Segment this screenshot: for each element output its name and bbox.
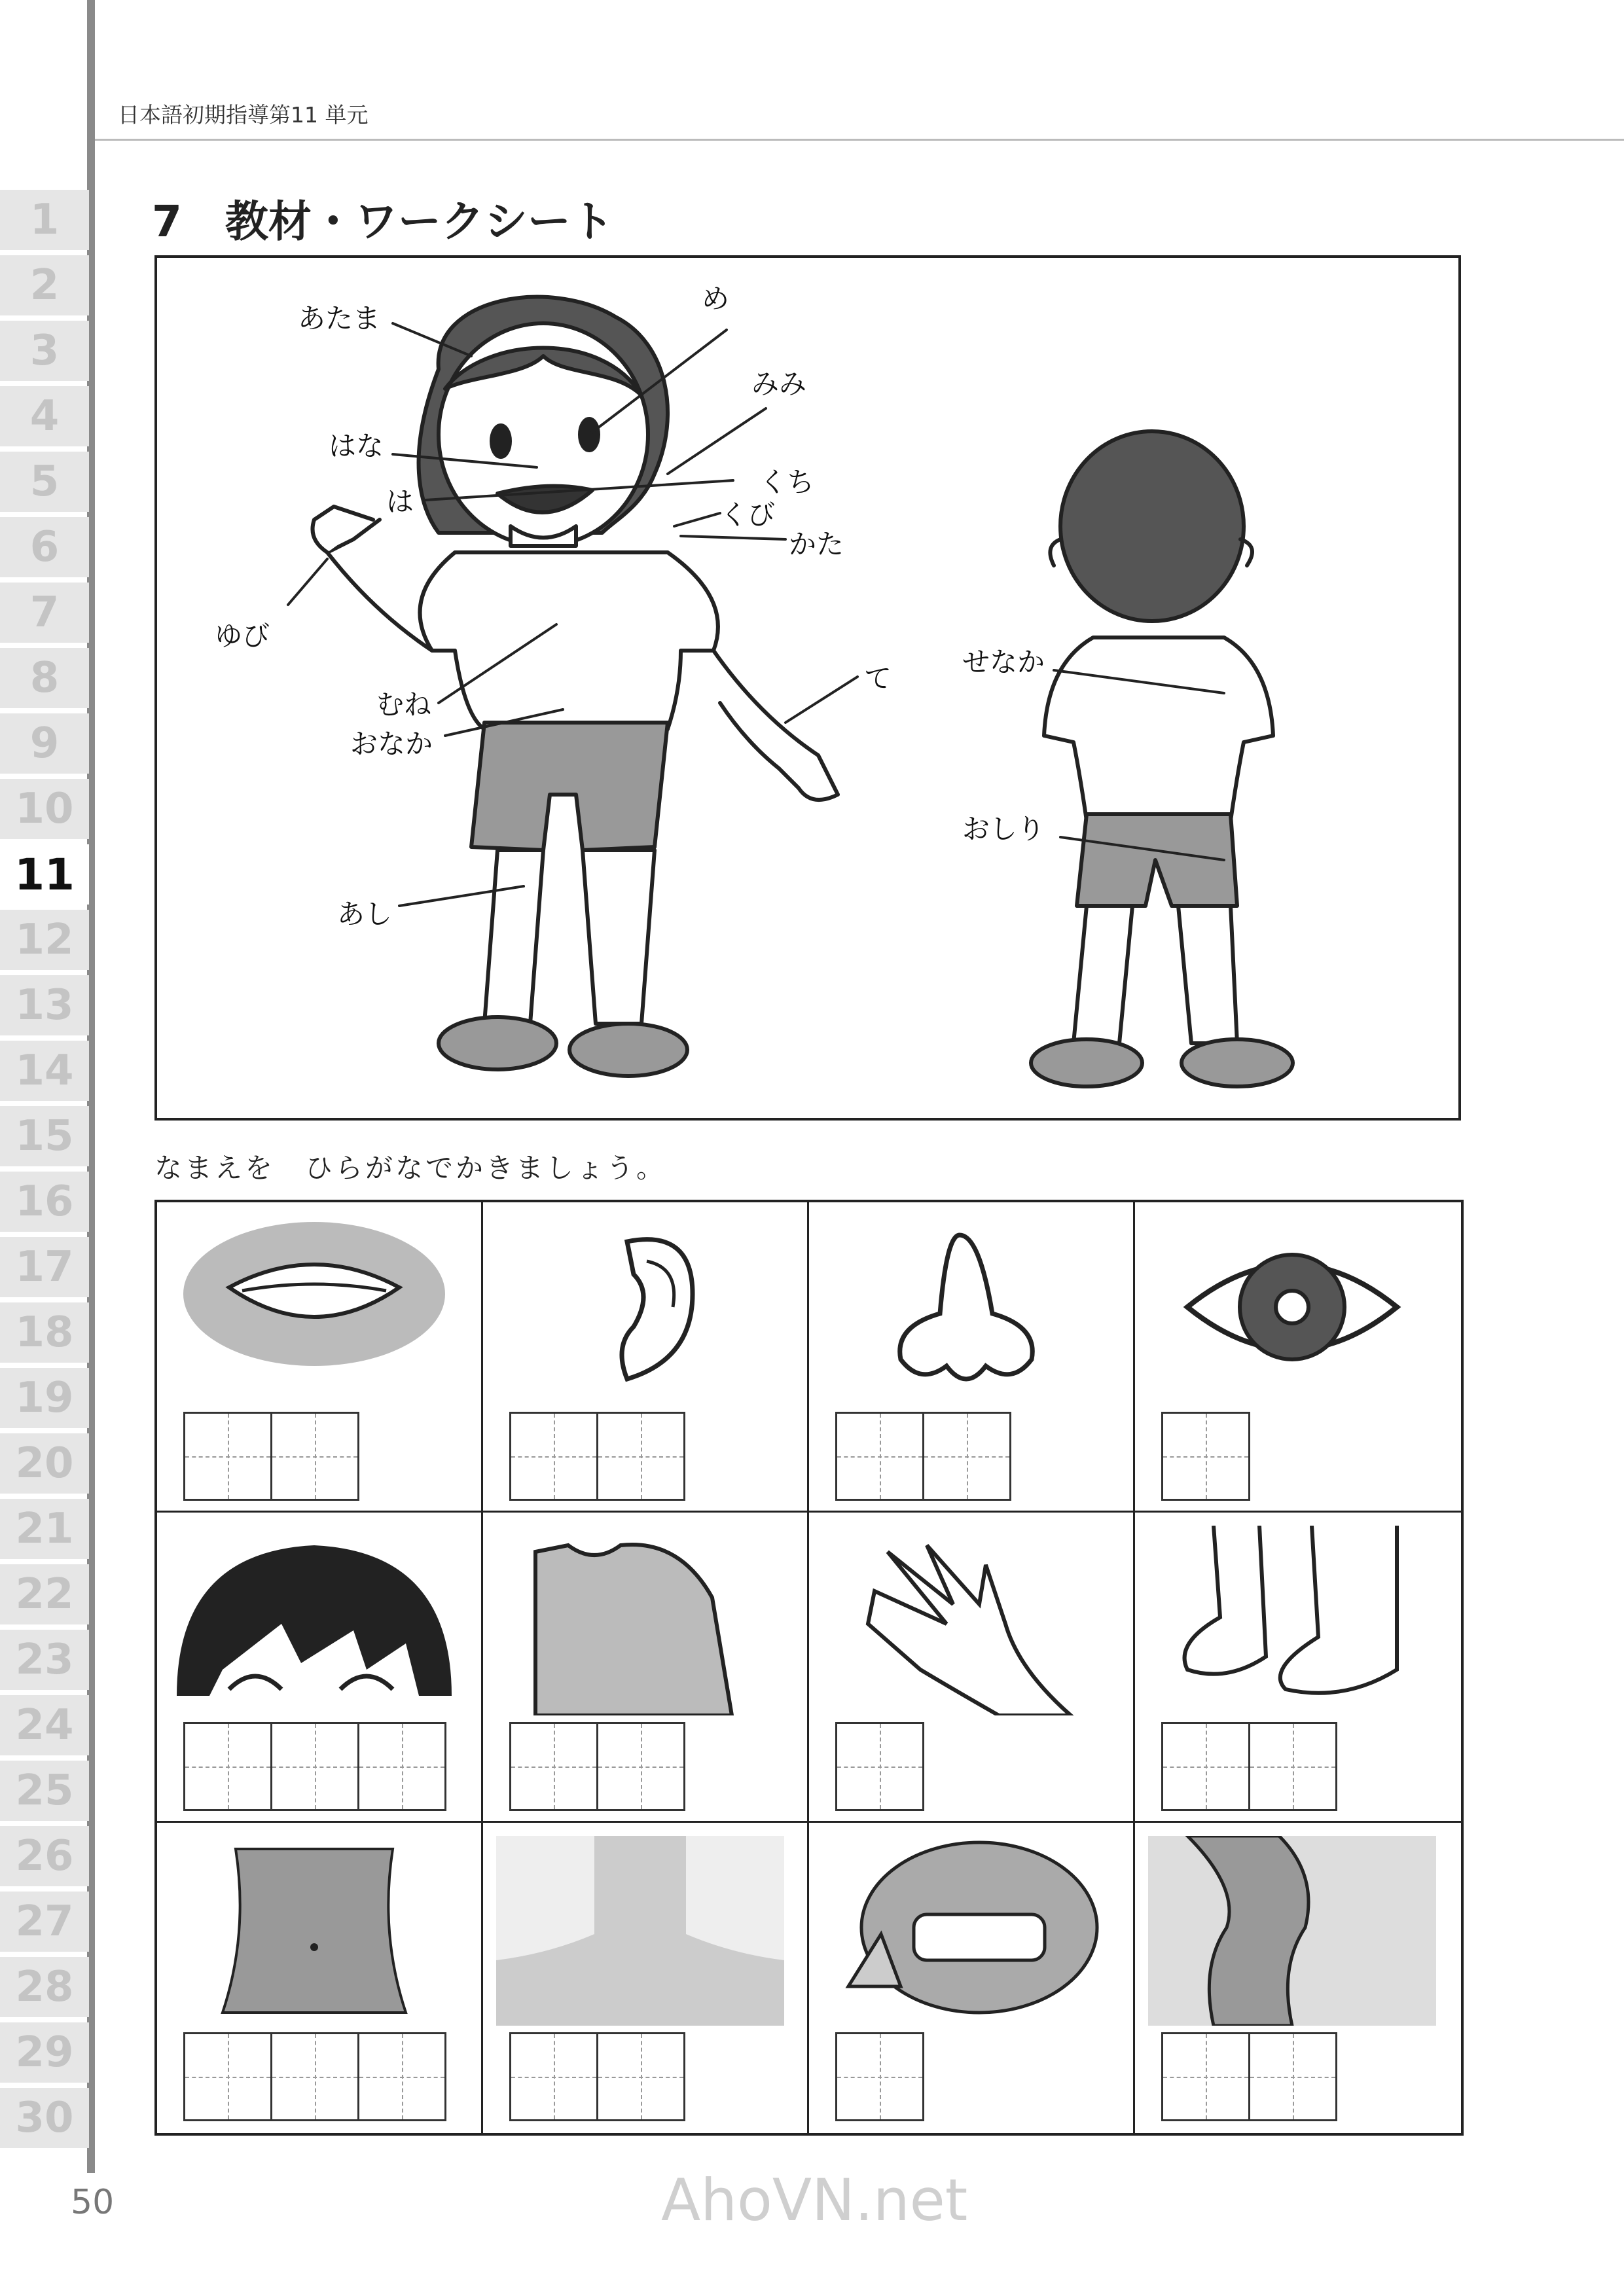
teeth-picture <box>822 1836 1110 2026</box>
unit-tab-3[interactable]: 3 <box>0 321 89 381</box>
writing-box[interactable] <box>183 1412 272 1501</box>
writing-box[interactable] <box>509 1722 598 1811</box>
page-number: 50 <box>71 2183 115 2222</box>
unit-tabs <box>0 190 89 2153</box>
writing-box[interactable] <box>596 1412 685 1501</box>
label-me: め <box>702 283 730 315</box>
label-atama: あたま <box>298 302 381 334</box>
unit-tab-2[interactable]: 2 <box>0 255 89 315</box>
writing-boxes <box>183 1412 357 1501</box>
writing-box[interactable] <box>1248 1722 1337 1811</box>
running-header: 日本語初期指導第11 単元 <box>118 102 369 128</box>
writing-boxes <box>835 1722 922 1811</box>
unit-tab-21[interactable]: 21 <box>0 1499 89 1559</box>
writing-box[interactable] <box>596 1722 685 1811</box>
unit-tab-18[interactable]: 18 <box>0 1302 89 1363</box>
writing-box[interactable] <box>1248 2032 1337 2121</box>
feet-picture <box>1148 1526 1436 1715</box>
unit-tab-25[interactable]: 25 <box>0 1761 89 1821</box>
writing-box[interactable] <box>357 1722 446 1811</box>
writing-box[interactable] <box>357 2032 446 2121</box>
writing-box[interactable] <box>596 2032 685 2121</box>
worksheet-cell-shoulder <box>483 1513 809 1823</box>
writing-boxes <box>1161 1722 1335 1811</box>
worksheet-cell-belly <box>157 1823 483 2133</box>
label-mune: むね <box>376 689 432 721</box>
unit-tab-8[interactable]: 8 <box>0 648 89 708</box>
children-drawing <box>157 258 1458 1118</box>
unit-tab-4[interactable]: 4 <box>0 386 89 446</box>
unit-tab-28[interactable]: 28 <box>0 1957 89 2017</box>
writing-boxes <box>509 2032 683 2121</box>
label-ashi: あし <box>337 898 393 930</box>
belly-picture <box>170 1836 458 2026</box>
unit-tab-24[interactable]: 24 <box>0 1695 89 1755</box>
head-picture <box>170 1526 458 1715</box>
hand-picture <box>822 1526 1110 1715</box>
writing-boxes <box>183 1722 444 1811</box>
unit-tab-14[interactable]: 14 <box>0 1041 89 1101</box>
header-rule <box>95 139 1624 141</box>
worksheet-grid <box>154 1200 1464 2136</box>
worksheet-cell-neck <box>483 1823 809 2133</box>
worksheet-cell-hand <box>809 1513 1135 1823</box>
writing-box[interactable] <box>509 2032 598 2121</box>
label-kubi: くび <box>720 499 776 531</box>
unit-tab-5[interactable]: 5 <box>0 452 89 512</box>
writing-boxes <box>509 1722 683 1811</box>
unit-tab-15[interactable]: 15 <box>0 1106 89 1166</box>
worksheet-cell-nose <box>809 1202 1135 1513</box>
writing-box[interactable] <box>509 1412 598 1501</box>
worksheet-cell-teeth <box>809 1823 1135 2133</box>
label-ha: は <box>386 486 414 518</box>
writing-box[interactable] <box>1161 2032 1250 2121</box>
writing-box[interactable] <box>270 2032 359 2121</box>
ear-picture <box>496 1215 784 1405</box>
unit-tab-29[interactable]: 29 <box>0 2022 89 2083</box>
label-kata: かた <box>789 528 844 560</box>
mouth-picture <box>170 1215 458 1405</box>
unit-tab-19[interactable]: 19 <box>0 1368 89 1428</box>
unit-tab-17[interactable]: 17 <box>0 1237 89 1297</box>
label-yubi: ゆび <box>215 620 270 652</box>
worksheet-cell-eye <box>1135 1202 1461 1513</box>
neck-picture <box>496 1836 784 2026</box>
label-senaka: せなか <box>962 646 1045 678</box>
worksheet-instruction: なまえを ひらがなでかきましょう。 <box>154 1152 667 1184</box>
worksheet-cell-mouth <box>157 1202 483 1513</box>
worksheet-cell-throat <box>1135 1823 1461 2133</box>
unit-tab-13[interactable]: 13 <box>0 975 89 1035</box>
unit-tab-22[interactable]: 22 <box>0 1564 89 1624</box>
worksheet-cell-head <box>157 1513 483 1823</box>
writing-box[interactable] <box>1161 1722 1250 1811</box>
unit-tab-12[interactable]: 12 <box>0 910 89 970</box>
writing-boxes <box>1161 1412 1248 1501</box>
throat-picture <box>1148 1836 1436 2026</box>
unit-tab-1[interactable]: 1 <box>0 190 89 250</box>
writing-box[interactable] <box>835 2032 924 2121</box>
label-oshiri: おしり <box>962 813 1045 845</box>
watermark: AhoVN.net <box>661 2166 968 2234</box>
unit-tab-27[interactable]: 27 <box>0 1892 89 1952</box>
writing-box[interactable] <box>835 1412 924 1501</box>
writing-box[interactable] <box>1161 1412 1250 1501</box>
unit-tab-7[interactable]: 7 <box>0 583 89 643</box>
unit-tab-9[interactable]: 9 <box>0 713 89 774</box>
writing-boxes <box>183 2032 444 2121</box>
unit-tab-6[interactable]: 6 <box>0 517 89 577</box>
label-hana: はな <box>329 430 384 462</box>
section-title: 7 教材・ワークシート <box>152 196 614 247</box>
unit-tab-16[interactable]: 16 <box>0 1172 89 1232</box>
shoulder-picture <box>496 1526 784 1715</box>
label-onaka: おなか <box>350 728 433 760</box>
writing-box[interactable] <box>270 1722 359 1811</box>
label-mimi: みみ <box>751 368 807 400</box>
writing-box[interactable] <box>835 1722 924 1811</box>
unit-tab-11[interactable]: 11 <box>0 844 89 905</box>
body-parts-illustration <box>154 255 1461 1121</box>
writing-boxes <box>835 1412 1009 1501</box>
eye-picture <box>1148 1215 1436 1405</box>
writing-box[interactable] <box>270 1412 359 1501</box>
unit-tab-30[interactable]: 30 <box>0 2088 89 2148</box>
writing-boxes <box>1161 2032 1335 2121</box>
unit-tab-26[interactable]: 26 <box>0 1826 89 1886</box>
writing-box[interactable] <box>183 1722 272 1811</box>
label-kuchi: くち <box>759 466 815 498</box>
worksheet-cell-feet <box>1135 1513 1461 1823</box>
writing-box[interactable] <box>183 2032 272 2121</box>
unit-tab-23[interactable]: 23 <box>0 1630 89 1690</box>
worksheet-cell-ear <box>483 1202 809 1513</box>
nose-picture <box>822 1215 1110 1405</box>
writing-boxes <box>509 1412 683 1501</box>
label-te: て <box>864 662 892 694</box>
unit-tab-10[interactable]: 10 <box>0 779 89 839</box>
writing-boxes <box>835 2032 922 2121</box>
writing-box[interactable] <box>922 1412 1011 1501</box>
unit-tab-20[interactable]: 20 <box>0 1433 89 1494</box>
